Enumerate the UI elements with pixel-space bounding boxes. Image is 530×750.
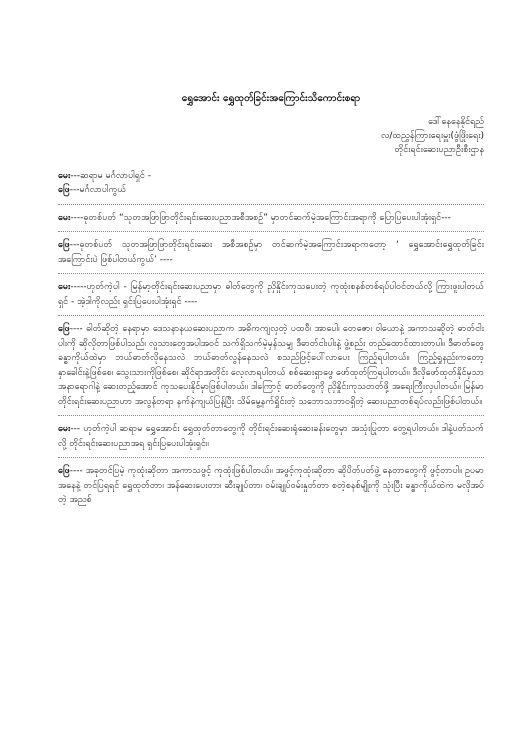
author-block [58,115,484,157]
paragraph-question [58,280,484,309]
speaker-answer: ဖြေ [58,240,70,250]
page-title: ရွှေအောင်း ရွှေထုတ်ခြင်းအကြောင်းသိကောင်းစရာ [181,93,361,104]
paragraph-answer [58,238,484,267]
speaker-answer: ဖြေ [58,324,70,334]
qa-text: ---ဆရာမ မင်္ဂလာပါရှင် - [70,170,152,181]
paragraph-question [58,422,484,451]
speaker-answer: ဖြေ [58,466,70,476]
divider [58,415,484,416]
speaker-answer: ဖြေ [58,185,70,195]
speaker-question: မေး [58,424,71,434]
paragraph-text: ---ဓုတစ်ပတ် သုတအဖြာဖြာတိုင်းရင်းဆေး အစီအစဉ်မှာ တင်ဆက်မဲ့အကြောင်းအရာကတော့ ‘ ရွှေအောင်းရွှေထုတ်ခြင်းအကြောင်းပဲ ဖြစ်ပါတယ်ကွယ်’ ---- [58,240,484,265]
paragraph-text: ----ဓုတစ်ပတ် “သုတအဖြာဖြာတိုင်းရင်းဆေးပညာအစီအစဉ်” မှာတင်ဆက်မဲ့အကြောင်းအရာကို ပြောပြပေးပါအုံးရှင်--- [70,212,451,223]
divider [58,273,484,274]
speaker-question: မေး [58,282,71,292]
author-department: တိုင်းရင်းဆေးပညာဦးစီးဌာန [394,144,484,155]
divider [58,231,484,232]
divider [58,204,484,205]
divider [58,457,484,458]
qa-line [58,183,484,198]
paragraph-text: -----ဟုတ်ကဲ့ပါ - မြန်မာ့တိုင်းရင်းဆေးပညာမှာ ဓါတ်တွေကို ညှိနှိုင်းကုသပေးတဲ့ ကုထုံးစနစ်တစ်ရပ်ပါဝင်တယ်လို့ ကြားဖူးပါတယ်ရှင် - အဲ့ဒါကိုလည်း ရှင်းပြပေးပါအုံးရှင် ---- [58,282,484,307]
author-name: ဒေါ်နေနေနိုင်ရည် [428,116,484,127]
paragraph-text: ---- အခုတင်ပြမဲ့ ကုထုံးဆိုတာ အကာသဖွင့် ကုထုံးဖြစ်ပါတယ်။ အဖွင့်ကုထုံးဆိုတာ ဆိုပိတ်ပတ်ဖွဲ့ နေတာတွေကို ဖွင့်တာပါ။ ဥပမာ အနေနဲ့ တင်ပြရရင် ရွှေထုတ်တာ၊ အန်ဆေးပေးတာ၊ ဆီးချုပ်တာ၊ ဝမ်းချုပ်ဝမ်းနှုတ်တာ စတဲ့စနစ်မျိုးကို သုံးပြီး ခန္ဓာကိုယ်ထဲက မလိုအပ်တဲ့ အညစ် [58,466,484,505]
qa-line [58,169,484,184]
speaker-question: မေး [58,170,71,181]
divider [58,315,484,316]
paragraph-answer [58,464,484,508]
paragraph-text: --- ဟုတ်ကဲ့ပါ ဆရာမ ရွှေအောင်း ရွှေထုတ်တာတွေကို တိုင်းရင်းဆေးရုံဆေးခန်းတွေမှာ အသုံးပြုတာ တွေ့ရပါတယ်။ ဒါနဲ့ပတ်သက်လို့ တိုင်းရင်းဆေးပညာအရ ရှင်းပြပေးပါအုံးရှင်။ [58,424,484,449]
paragraph-text: ---- ဓါတ်ဆိုတဲ့ နေရာမှာ ဒေသနာနယဆေးပညာက အဓိကကျလှတဲ့ ပထဝီ၊ အာပေါ၊ တေဇော၊ ဝါယောနဲ့ အကာသဆိုတဲ့ ဓာတ်ငါးပါးကို ဆိုလိုတာဖြစ်ပါသည်၊ လူသားတွေအပါအဝင် သက်ရှိသက်မဲ့မှန်သမျှ ဒီဓာတ်ငါးပါးနဲ့ ဖွဲ့စည်း တည်ထောင်ထားတာပါ။ ဒီဓာတ်တွေ ခန္ဓာကိုယ်ထဲမှာ ဘယ်ဓာတ်လိုနေသလဲ ဘယ်ဓာတ်လွန်နေသလဲ စသည်ဖြင့်ပေါ်လာပေး ကြည့်ရပါတယ်။ ကြည့်ရှုနည်းကတော့ နှာခေါင်းနဲ့ဖြစ်စေ၊ သွေးသားကိုဖြစ်စေ၊ ဆိုင်ရာအတိုင်း လေ့လာရပါတယ် စစ်ဆေးရှာဖွေ ဖော်ထုတ်ကြရပါတယ်။ ဒီလိုဖော်ထုတ်နိုင်မှသာ အနာရောဂါနဲ့ ဆေးတည့်အောင် ကုသပေးနိုင်မှာဖြစ်ပါတယ်။ ဒါကြောင့် ဓာတ်တွေကို ညှိနှိုင်းကုသတတ်ဖို့ အရေးကြီးလှပါတယ်။ မြန်မာတိုင်းရင်းဆေးပညာဟာ အလွန်တရာ နက်နဲကျယ်ပြန့်ပြီး သိမ်မွေ့နက်ရှိုင်းတဲ့ သဘောသဘာဝရှိတဲ့ ဆေးပညာတစ်ရပ်လည်းဖြစ်ပါတယ်။ [58,324,484,407]
paragraph-answer [58,322,484,409]
qa-text: ---မင်္ဂလာပါကွယ် [69,185,127,195]
paragraph-question [58,211,484,226]
author-position: လ/ထညွှန်ကြားရေးမှူး(ဖွံဖြိုးရေး) [380,130,484,141]
speaker-question: မေး [58,212,71,223]
